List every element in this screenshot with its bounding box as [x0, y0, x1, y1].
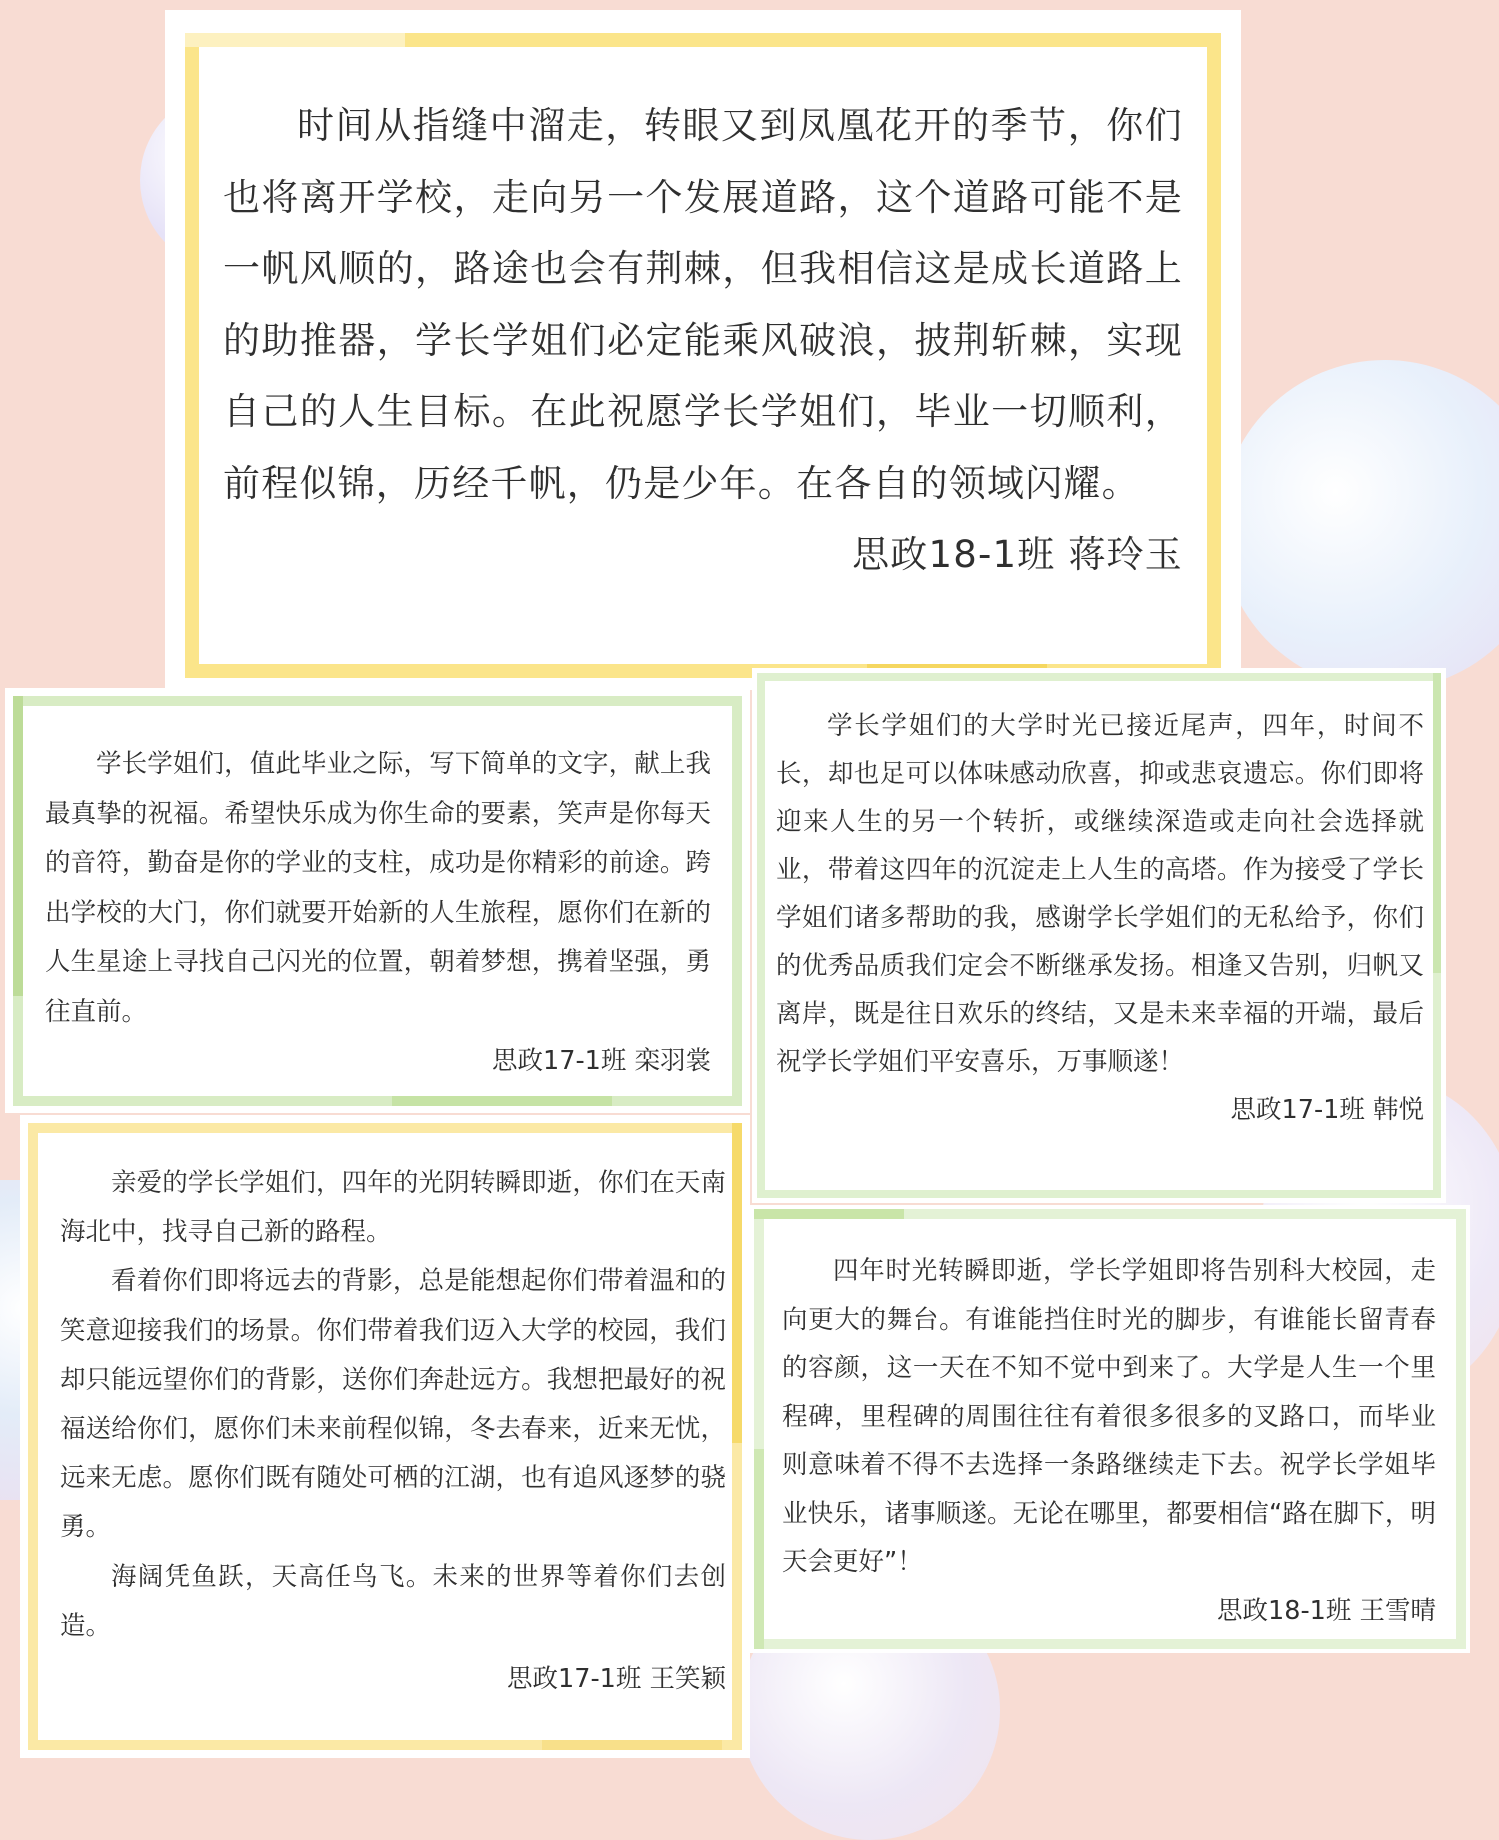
message-body: [776, 702, 1424, 1134]
message-body: [782, 1247, 1436, 1635]
message-paragraph: 时间从指缝中溜走，转眼又到凤凰花开的季节，你们也将离开学校，走向另一个发展道路，这个道路可能不是一帆风顺的，路途也会有荆棘，但我相信这是成长道路上的助推器，学长学姐们必定能乘风破浪，披荆斩棘，实现自己的人生目标。在此祝愿学长学姐们，毕业一切顺利，前程似锦，历经千帆，仍是少年。在各自的领域闪耀。: [223, 104, 1183, 505]
message-paragraph: 亲爱的学长学姐们，四年的光阴转瞬即逝，你们在天南海北中，找寻自己新的路程。: [60, 1168, 726, 1248]
message-card-bottom-right: [750, 1205, 1470, 1653]
message-signature: 思政17-1班 栾羽裳: [492, 1046, 711, 1076]
message-signature: 思政17-1班 韩悦: [1230, 1095, 1424, 1125]
decorative-bubble: [1220, 360, 1499, 690]
message-card-top: [165, 10, 1241, 690]
message-paragraph: 海阔凭鱼跃，天高任鸟飞。未来的世界等着你们去创造。: [60, 1561, 726, 1641]
message-paragraph: 学长学姐们，值此毕业之际，写下简单的文字，献上我最真挚的祝福。希望快乐成为你生命的要素，笑声是你每天的音符，勤奋是你的学业的支柱，成功是你精彩的前途。跨出学校的大门，你们就要开始新的人生旅程，愿你们在新的人生星途上寻找自己闪光的位置，朝着梦想，携着坚强，勇往直前。: [45, 749, 711, 1027]
message-body: [223, 90, 1183, 591]
message-body: [45, 740, 711, 1087]
message-card-bottom-left: [20, 1115, 750, 1758]
message-card-mid-right: [752, 668, 1446, 1203]
message-body: [60, 1159, 726, 1704]
message-paragraph: 四年时光转瞬即逝，学长学姐即将告别科大校园，走向更大的舞台。有谁能挡住时光的脚步，有谁能长留青春的容颜，这一天在不知不觉中到来了。大学是人生一个里程碑，里程碑的周围往往有着很多很多的叉路口，而毕业则意味着不得不去选择一条路继续走下去。祝学长学姐毕业快乐，诸事顺遂。无论在哪里，都要相信“路在脚下，明天会更好”！: [782, 1256, 1436, 1577]
message-paragraph: 学长学姐们的大学时光已接近尾声，四年，时间不长，却也足可以体味感动欣喜，抑或悲哀遗忘。你们即将迎来人生的另一个转折，或继续深造或走向社会选择就业，带着这四年的沉淀走上人生的高塔。作为接受了学长学姐们诸多帮助的我，感谢学长学姐们的无私给予，你们的优秀品质我们定会不断继承发扬。相逢又告别，归帆又离岸，既是往日欢乐的终结，又是未来幸福的开端，最后祝学长学姐们平安喜乐，万事顺遂！: [776, 711, 1424, 1077]
message-card-mid-left: [5, 688, 750, 1113]
message-signature: 思政18-1班 王雪晴: [1217, 1595, 1436, 1626]
message-signature: 思政17-1班 王笑颖: [507, 1664, 726, 1695]
message-paragraph: 看着你们即将远去的背影，总是能想起你们带着温和的笑意迎接我们的场景。你们带着我们迈入大学的校园，我们却只能远望你们的背影，送你们奔赴远方。我想把最好的祝福送给你们，愿你们未来前程似锦，冬去春来，近来无忧，远来无虑。愿你们既有随处可栖的江湖，也有追风逐梦的骁勇。: [60, 1266, 726, 1543]
message-signature: 思政18-1班 蒋玲玉: [852, 533, 1183, 576]
